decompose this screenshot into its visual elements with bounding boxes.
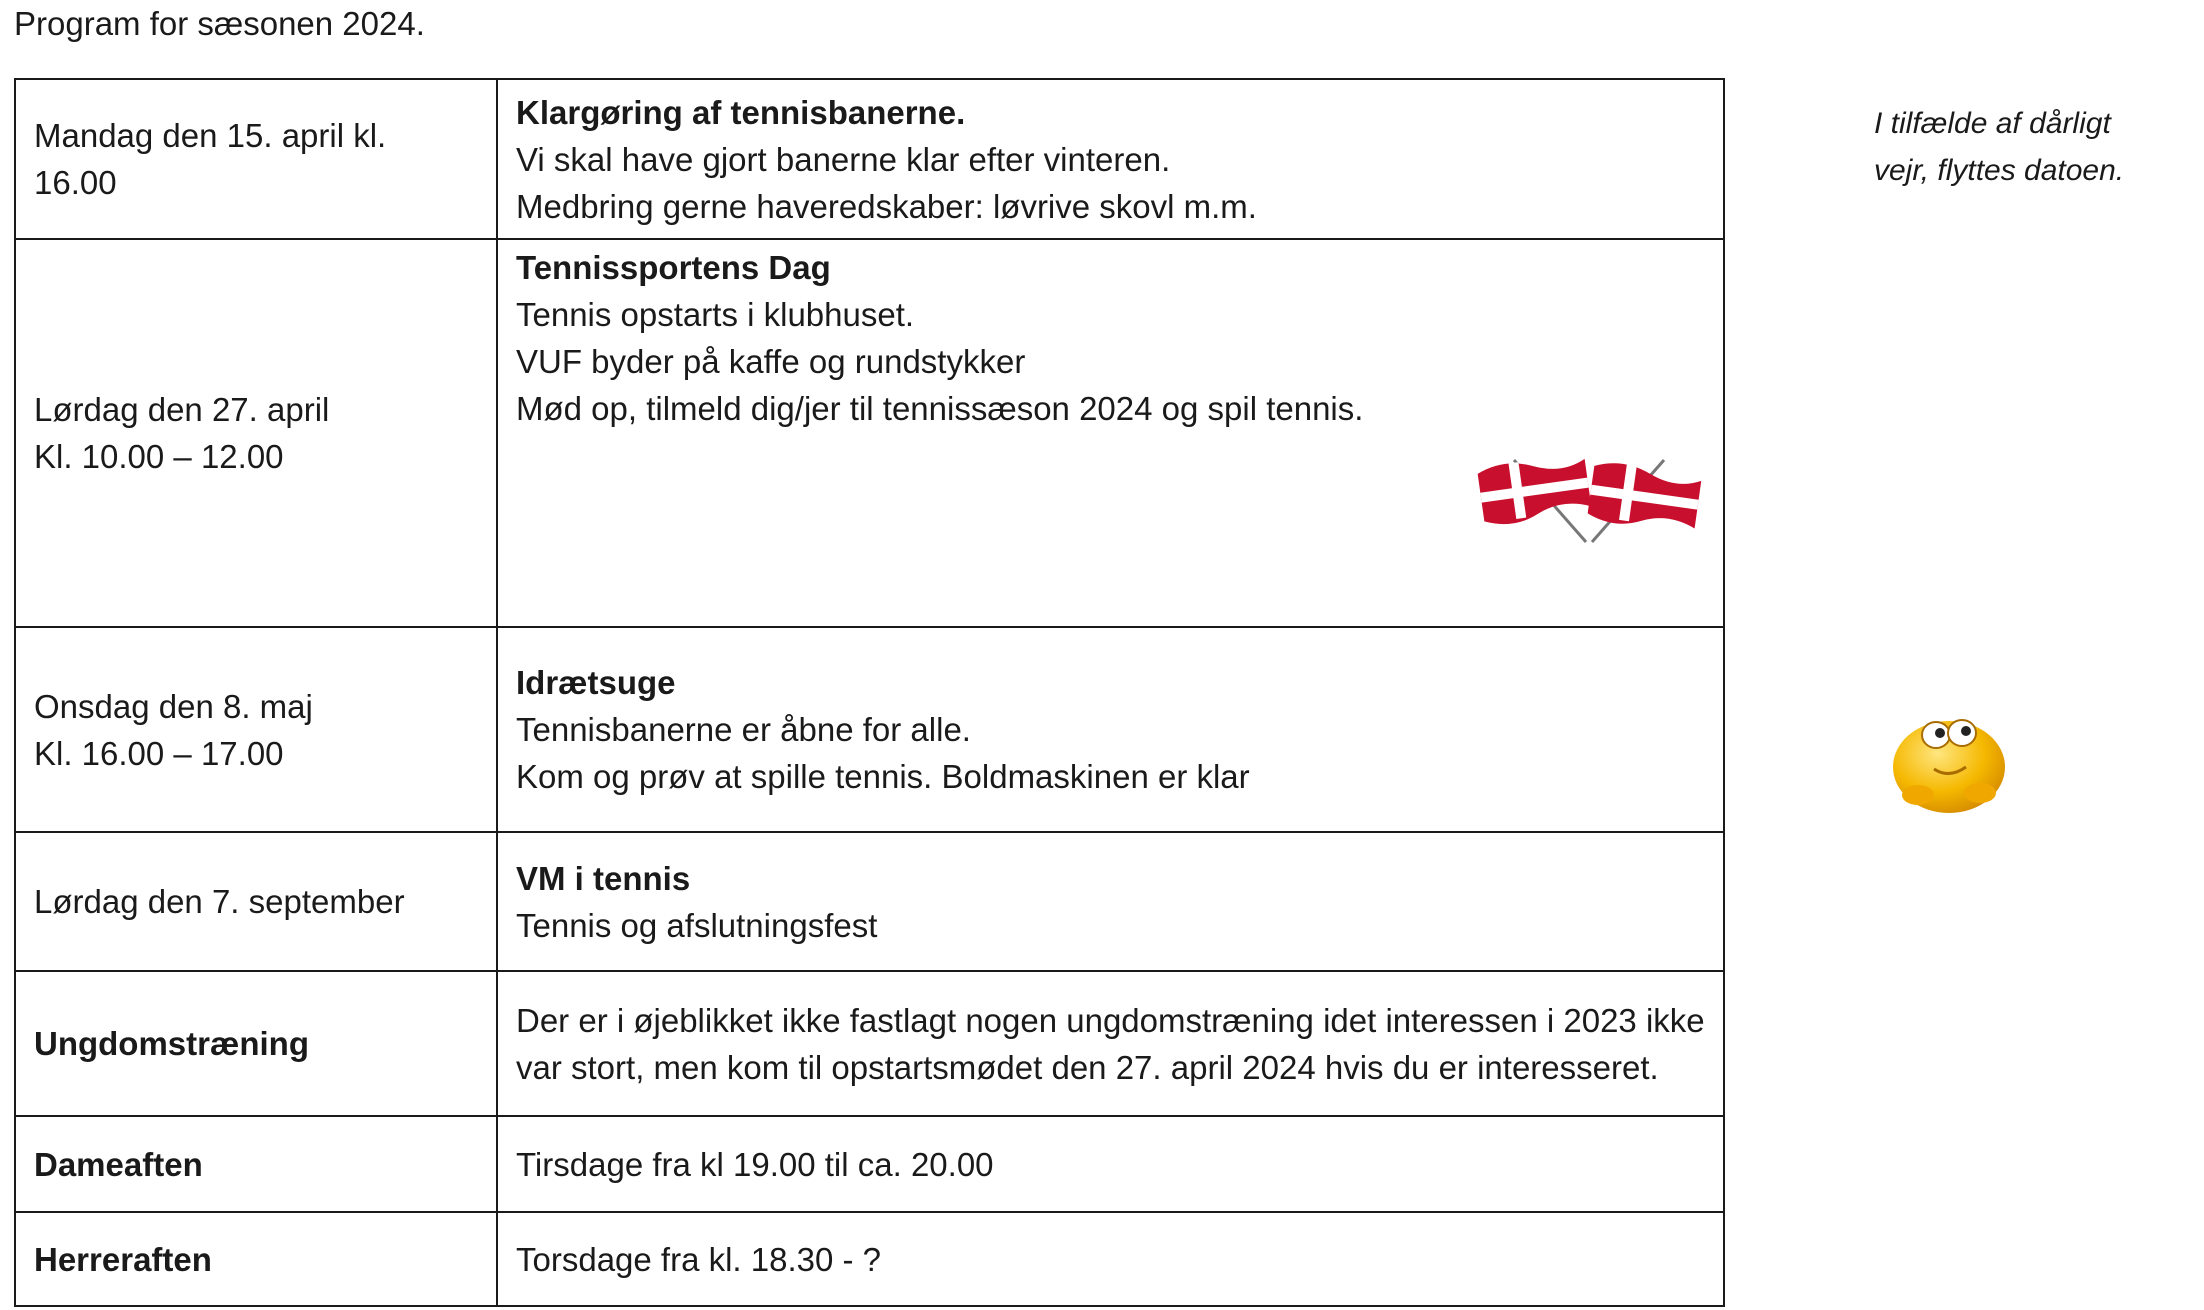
table-row xyxy=(15,79,1724,239)
event-title: VM i tennis xyxy=(516,859,691,897)
crossed-danish-flags-icon xyxy=(1474,452,1704,548)
table-row xyxy=(15,239,1724,627)
event-text: Tennis og afslutningsfest xyxy=(516,906,878,944)
program-table xyxy=(14,78,2125,1307)
event-title: Idrætsuge xyxy=(516,664,676,701)
note-line: vejr, flyttes datoen. xyxy=(1874,154,2125,187)
event-cell xyxy=(497,239,1724,627)
event-cell xyxy=(497,832,1724,971)
event-title: Tennissportens Dag xyxy=(516,249,831,286)
table-row xyxy=(15,1116,1724,1212)
date-text: Onsdag den 8. maj xyxy=(34,687,313,725)
time-text: Kl. 16.00 – 17.00 xyxy=(34,734,284,772)
event-text: Vi skal have gjort banerne klar efter vinteren. xyxy=(516,140,1171,178)
category-text: Der er i øjeblikket ikke fastlagt nogen ungdomstræning idet interessen i 2023 ikke var stort, men kom til opstartsmødet den 27. april 2024 hvis du er interesseret. xyxy=(497,971,1724,1116)
table-row xyxy=(15,971,1724,1116)
date-cell xyxy=(15,627,497,832)
event-cell xyxy=(497,79,2125,239)
event-text: VUF byder på kaffe og rundstykker xyxy=(516,343,1026,380)
date-cell xyxy=(15,79,497,239)
category-label: Dameaften xyxy=(15,1116,497,1212)
note-line: I tilfælde af dårligt xyxy=(1874,107,2111,140)
category-label: Ungdomstræning xyxy=(15,971,497,1116)
date-text: Lørdag den 27. april xyxy=(34,391,330,428)
time-text: 16.00 xyxy=(34,164,117,201)
page-heading: Program for sæsonen 2024. xyxy=(14,5,425,42)
table-row xyxy=(15,832,1724,971)
event-text: Tennis opstarts i klubhuset. xyxy=(516,296,915,333)
event-cell xyxy=(497,627,1724,832)
date-text: Mandag den 15. april kl. xyxy=(34,117,387,154)
category-text: Tirsdage fra kl 19.00 til ca. 20.00 xyxy=(497,1116,1724,1212)
date-cell xyxy=(15,239,497,627)
event-text: Kom og prøv at spille tennis. Boldmaskinen er klar xyxy=(516,758,1250,795)
date-cell xyxy=(15,832,497,971)
category-text: Torsdage fra kl. 18.30 - ? xyxy=(497,1212,1724,1306)
event-text: Tennisbanerne er åbne for alle. xyxy=(516,711,971,748)
event-text: Mød op, tilmeld dig/jer til tennissæson 2024 og spil tennis. xyxy=(516,390,1364,427)
category-label: Herreraften xyxy=(15,1212,497,1306)
table-row xyxy=(15,627,1724,832)
weather-note xyxy=(1874,100,2204,194)
event-title: Klargøring af tennisbanerne. xyxy=(516,93,966,131)
smiley-icon xyxy=(1886,707,2012,817)
date-text: Lørdag den 7. september xyxy=(34,883,405,920)
event-text: Medbring gerne haveredskaber: løvrive skovl m.m. xyxy=(516,187,1257,225)
time-text: Kl. 10.00 – 12.00 xyxy=(34,438,284,475)
table-row xyxy=(15,1212,1724,1306)
